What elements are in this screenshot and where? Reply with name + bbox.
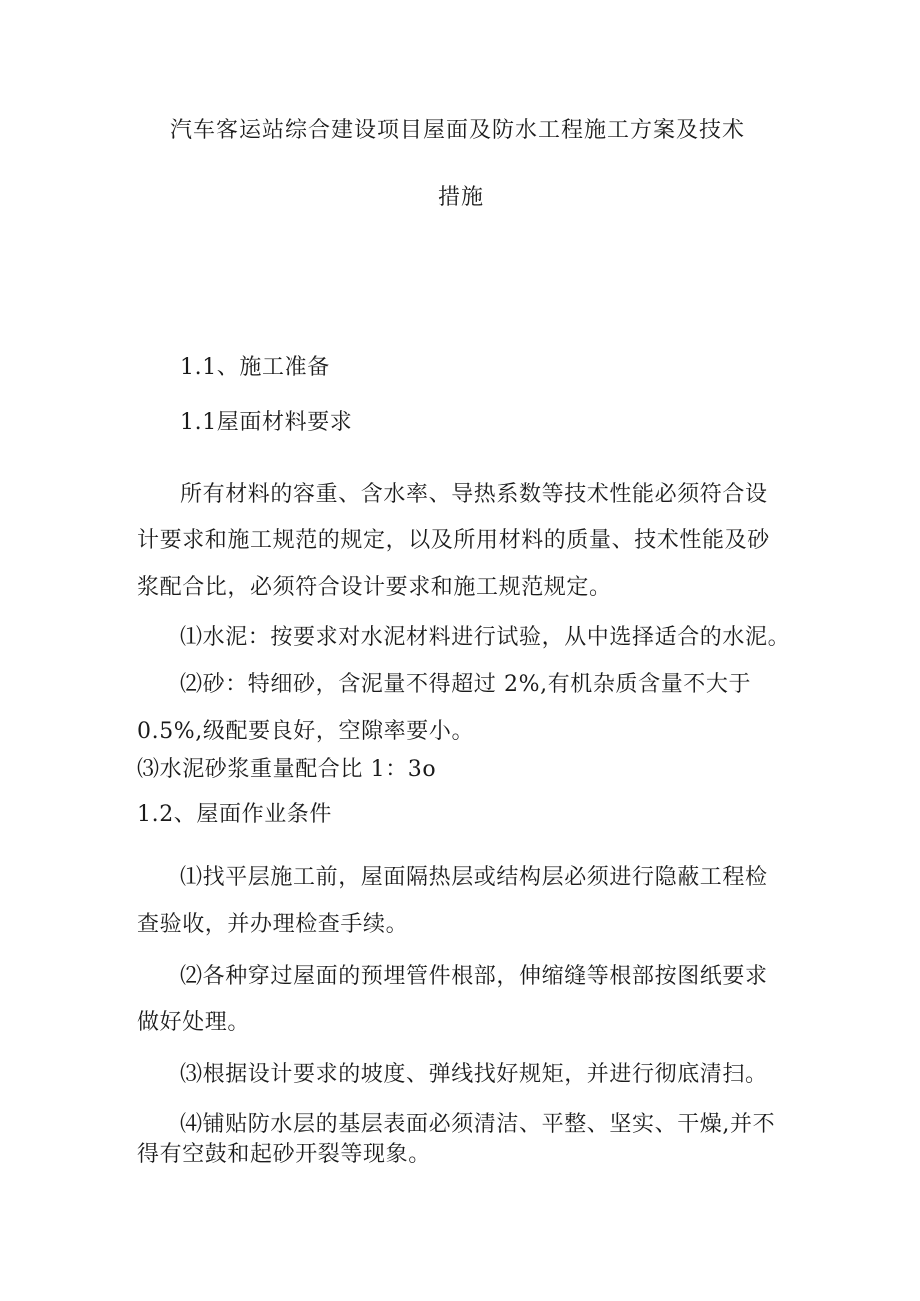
list-item-cement: ⑴水泥：按要求对水泥材料进行试验，从中选择适合的水泥。: [180, 625, 791, 650]
list-item-condition-4: ⑷铺贴防水层的基层表面必须清洁、平整、坚实、干燥,并不: [180, 1112, 776, 1137]
list-item-condition-1-cont: 查验收，并办理检查手续。: [137, 912, 409, 937]
paragraph-line: 计要求和施工规范的规定，以及所用材料的质量、技术性能及砂: [137, 528, 770, 553]
list-item-condition-2-cont: 做好处理。: [137, 1010, 251, 1035]
subsection-heading-1-1: 1.1屋面材料要求: [180, 410, 353, 435]
document-title-line-2: 措施: [438, 185, 485, 210]
list-item-condition-1: ⑴找平层施工前，屋面隔热层或结构层必须进行隐蔽工程检: [180, 865, 768, 890]
paragraph-line: 所有材料的容重、含水率、导热系数等技术性能必须符合设: [180, 482, 768, 507]
document-title-line-1: 汽车客运站综合建设项目屋面及防水工程施工方案及技术: [170, 118, 746, 143]
list-item-condition-2: ⑵各种穿过屋面的预埋管件根部，伸缩缝等根部按图纸要求: [180, 964, 768, 989]
section-heading-1-1: 1.1、施工准备: [180, 355, 330, 380]
section-heading-1-2: 1.2、屋面作业条件: [137, 802, 332, 827]
list-item-sand: ⑵砂：特细砂，含泥量不得超过 2%,有机杂质含量不大于: [180, 672, 752, 697]
paragraph-line: 浆配合比，必须符合设计要求和施工规范规定。: [137, 575, 612, 600]
list-item-sand-cont: 0.5%,级配要良好，空隙率要小。: [137, 719, 475, 744]
list-item-mortar: ⑶水泥砂浆重量配合比 1：3o: [137, 757, 437, 782]
list-item-condition-3: ⑶根据设计要求的坡度、弹线找好规矩，并进行彻底清扫。: [180, 1062, 768, 1087]
list-item-condition-4-cont: 得有空鼓和起砂开裂等现象。: [137, 1142, 431, 1167]
